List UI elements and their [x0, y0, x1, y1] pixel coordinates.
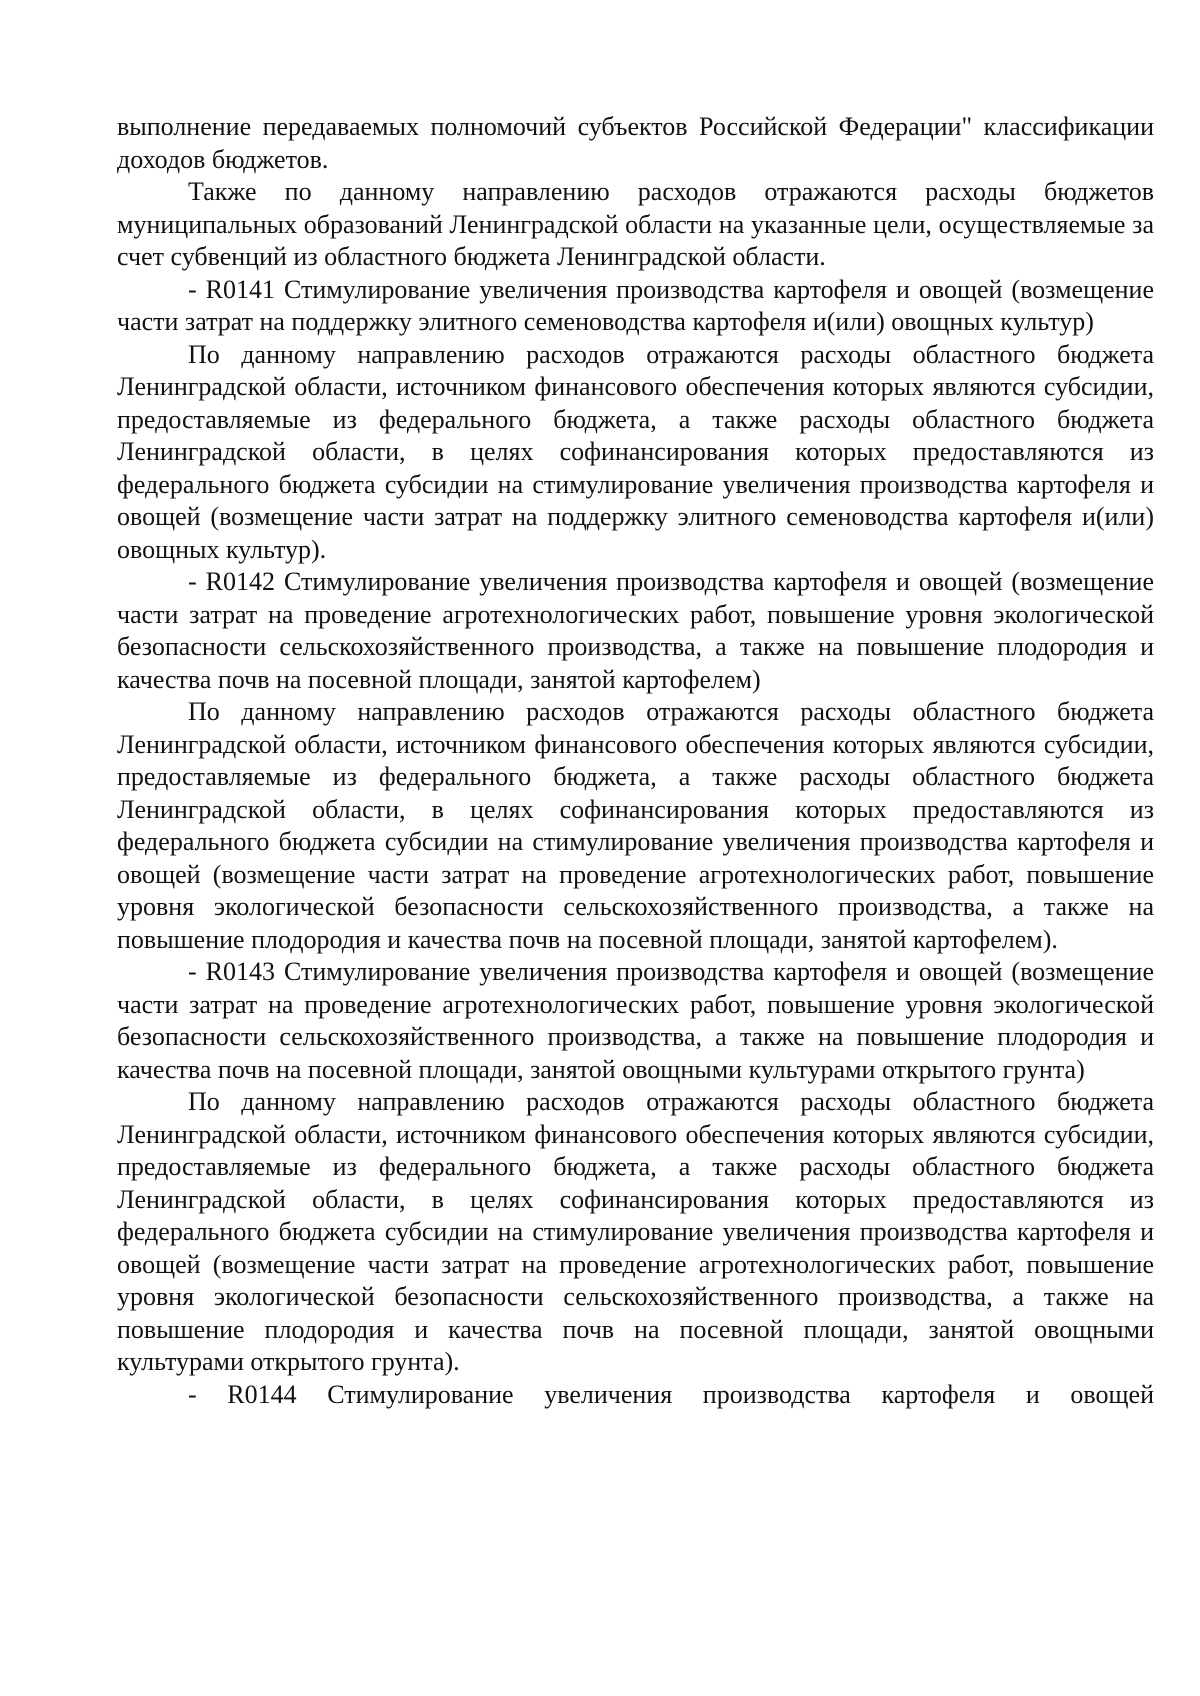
- paragraph-r0141-body: По данному направлению расходов отражаются расходы областного бюджета Ленинградской области, источником финансового обеспечения которых являются субсидии, предоставляемые из федерального бюджета, а также расходы областного бюджета Ленинградской области, в целях софинансирования которых предоставляются из федерального бюджета субсидии на стимулирование увеличения производства картофеля и овощей (возмещение части затрат на поддержку элитного семеноводства картофеля и(или) овощных культур).: [117, 339, 1154, 564]
- paragraph-1: выполнение передаваемых полномочий субъектов Российской Федерации" классификации доходов бюджетов.: [117, 112, 1154, 174]
- paragraph-2: Также по данному направлению расходов отражаются расходы бюджетов муниципальных образований Ленинградской области на указанные цели, осуществляемые за счет субвенций из областного бюджета Ленинградской области.: [117, 177, 1154, 271]
- paragraph-r0143-body: По данному направлению расходов отражаются расходы областного бюджета Ленинградской области, источником финансового обеспечения которых являются субсидии, предоставляемые из федерального бюджета, а также расходы областного бюджета Ленинградской области, в целях софинансирования которых предоставляются из федерального бюджета субсидии на стимулирование увеличения производства картофеля и овощей (возмещение части затрат на проведение агротехнологических работ, повышение уровня экологической безопасности сельскохозяйственного производства, а также на повышение плодородия и качества почв на посевной площади, занятой овощными культурами открытого грунта).: [117, 1087, 1154, 1376]
- document-page: [117, 111, 1154, 1411]
- paragraph-r0143-heading: - R0143 Стимулирование увеличения производства картофеля и овощей (возмещение части затрат на проведение агротехнологических работ, повышение уровня экологической безопасности сельскохозяйственного производства, а также на повышение плодородия и качества почв на посевной площади, занятой овощными культурами открытого грунта): [117, 957, 1154, 1084]
- paragraph-r0144-heading: - R0144 Стимулирование увеличения производства картофеля и овощей: [188, 1379, 1154, 1409]
- paragraph-r0141-heading: - R0141 Стимулирование увеличения производства картофеля и овощей (возмещение части затрат на поддержку элитного семеноводства картофеля и(или) овощных культур): [117, 274, 1154, 336]
- paragraph-r0142-body: По данному направлению расходов отражаются расходы областного бюджета Ленинградской области, источником финансового обеспечения которых являются субсидии, предоставляемые из федерального бюджета, а также расходы областного бюджета Ленинградской области, в целях софинансирования которых предоставляются из федерального бюджета субсидии на стимулирование увеличения производства картофеля и овощей (возмещение части затрат на проведение агротехнологических работ, повышение уровня экологической безопасности сельскохозяйственного производства, а также на повышение плодородия и качества почв на посевной площади, занятой картофелем).: [117, 697, 1154, 954]
- paragraph-r0142-heading: - R0142 Стимулирование увеличения производства картофеля и овощей (возмещение части затрат на проведение агротехнологических работ, повышение уровня экологической безопасности сельскохозяйственного производства, а также на повышение плодородия и качества почв на посевной площади, занятой картофелем): [117, 567, 1154, 694]
